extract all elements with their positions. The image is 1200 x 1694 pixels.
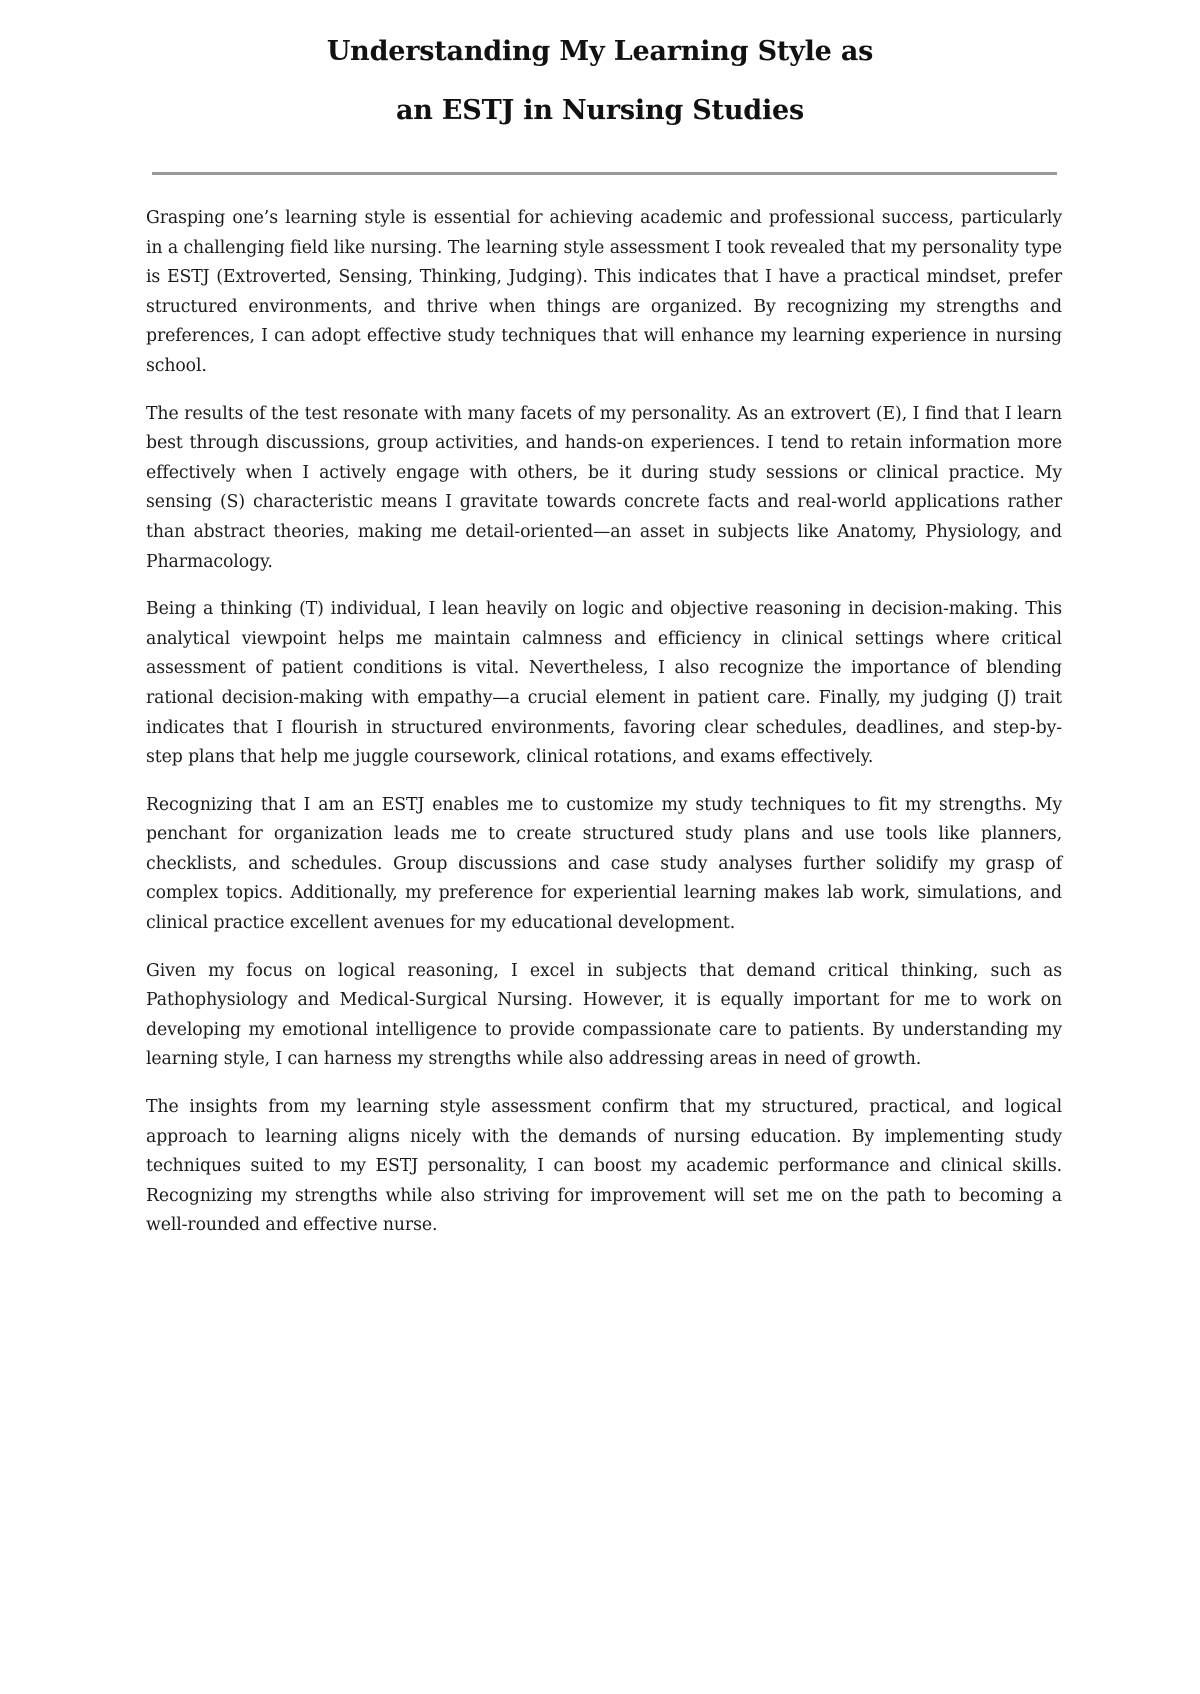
- paragraph-5: Given my focus on logical reasoning, I excel in subjects that demand critical thinking, such as Pathophysiology and Medical-Surgical Nursing. However, it is equally important for me to work on developing my emotional intelligence to provide compassionate care to patients. By understanding my learning style, I can harness my strengths while also addressing areas in need of growth.: [146, 960, 1062, 1070]
- document-title: [0, 22, 1200, 140]
- paragraph-4: Recognizing that I am an ESTJ enables me to customize my study techniques to fit my strengths. My penchant for organization leads me to create structured study plans and use tools like planners, checklists, and schedules. Group discussions and case study analyses further solidify my grasp of complex topics. Additionally, my preference for experiential learning makes lab work, simulations, and clinical practice excellent avenues for my educational development.: [146, 794, 1062, 934]
- title-line-1: Understanding My Learning Style as: [326, 36, 874, 67]
- title-divider: [152, 172, 1057, 175]
- document-body: [146, 204, 1062, 1259]
- paragraph-6: The insights from my learning style assessment confirm that my structured, practical, and logical approach to learning aligns nicely with the demands of nursing education. By implementing study techniques suited to my ESTJ personality, I can boost my academic performance and clinical skills. Recognizing my strengths while also striving for improvement will set me on the path to becoming a well-rounded and effective nurse.: [146, 1097, 1062, 1236]
- paragraph-3: Being a thinking (T) individual, I lean heavily on logic and objective reasoning in decision-making. This analytical viewpoint helps me maintain calmness and efficiency in clinical settings where critical assessment of patient conditions is vital. Nevertheless, I also recognize the importance of blending rational decision-making with empathy—a crucial element in patient care. Finally, my judging (J) trait indicates that I flourish in structured environments, favoring clear schedules, deadlines, and step-by-step plans that help me juggle coursework, clinical rotations, and exams effectively.: [146, 599, 1062, 768]
- paragraph-2: The results of the test resonate with many facets of my personality. As an extrovert (E), I find that I learn best through discussions, group activities, and hands-on experiences. I tend to retain information more effectively when I actively engage with others, be it during study sessions or clinical practice. My sensing (S) characteristic means I gravitate towards concrete facts and real-world applications rather than abstract theories, making me detail-oriented—an asset in subjects like Anatomy, Physiology, and Pharmacology.: [146, 403, 1062, 572]
- paragraph-1: Grasping one’s learning style is essential for achieving academic and professional success, particularly in a challenging field like nursing. The learning style assessment I took revealed that my personality type is ESTJ (Extroverted, Sensing, Thinking, Judging). This indicates that I have a practical mindset, prefer structured environments, and thrive when things are organized. By recognizing my strengths and preferences, I can adopt effective study techniques that will enhance my learning experience in nursing school.: [146, 208, 1062, 376]
- title-line-2: an ESTJ in Nursing Studies: [396, 95, 804, 126]
